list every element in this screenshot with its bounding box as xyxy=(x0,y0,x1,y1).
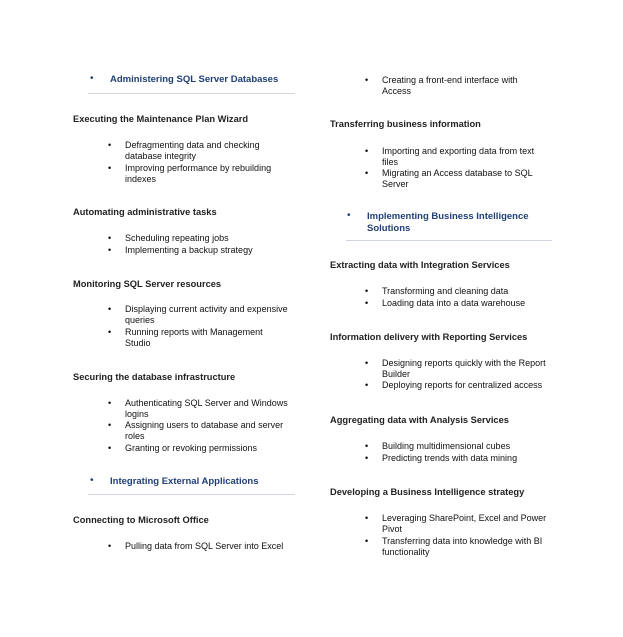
list-item: Authenticating SQL Server and Windows logins xyxy=(125,398,288,419)
list-item: Implementing a backup strategy xyxy=(125,245,253,255)
section-bullet: • xyxy=(90,73,94,84)
list-item: Running reports with Management Studio xyxy=(125,327,263,348)
heading-integration-services: Extracting data with Integration Services xyxy=(330,260,510,270)
list-item: Scheduling repeating jobs xyxy=(125,233,229,243)
bullet: • xyxy=(365,536,369,546)
bullet: • xyxy=(108,233,112,243)
list-item: Transforming and cleaning data xyxy=(382,286,509,296)
heading-monitoring-resources: Monitoring SQL Server resources xyxy=(73,279,222,289)
list-item: Designing reports quickly with the Report Builder xyxy=(382,358,546,379)
bullet: • xyxy=(365,358,369,368)
heading-analysis-services: Aggregating data with Analysis Services xyxy=(330,415,509,425)
section-bullet: • xyxy=(347,210,351,221)
bullet: • xyxy=(365,168,369,178)
list-item: Loading data into a data warehouse xyxy=(382,298,526,308)
bullet: • xyxy=(365,453,369,463)
bullet: • xyxy=(108,304,112,314)
section-divider xyxy=(88,93,295,94)
heading-bi-strategy: Developing a Business Intelligence strategy xyxy=(330,487,525,497)
heading-transferring-info: Transferring business information xyxy=(330,119,481,129)
heading-connecting-office: Connecting to Microsoft Office xyxy=(73,515,209,525)
list-item: Building multidimensional cubes xyxy=(382,441,511,451)
bullet: • xyxy=(365,286,369,296)
bullet: • xyxy=(108,163,112,173)
bullet: • xyxy=(108,398,112,408)
section-title-administering: Administering SQL Server Databases xyxy=(110,74,279,85)
bullet: • xyxy=(365,298,369,308)
section-divider xyxy=(88,494,295,495)
section-divider xyxy=(346,240,552,241)
list-item: Migrating an Access database to SQL Server xyxy=(382,168,533,189)
list-item: Improving performance by rebuilding indexes xyxy=(125,163,272,184)
bullet: • xyxy=(108,140,112,150)
list-item: Granting or revoking permissions xyxy=(125,443,258,453)
bullet: • xyxy=(108,443,112,453)
list-item: Importing and exporting data from text files xyxy=(382,146,535,167)
heading-securing-infrastructure: Securing the database infrastructure xyxy=(73,372,236,382)
list-item: Deploying reports for centralized access xyxy=(382,380,543,390)
list-item: Creating a front-end interface with Access xyxy=(382,75,518,96)
list-item: Pulling data from SQL Server into Excel xyxy=(125,541,284,551)
bullet: • xyxy=(108,541,112,551)
list-item: Leveraging SharePoint, Excel and Power Pivot xyxy=(382,513,547,534)
bullet: • xyxy=(108,327,112,337)
heading-reporting-services: Information delivery with Reporting Services xyxy=(330,332,528,342)
bullet: • xyxy=(365,380,369,390)
section-title-integrating: Integrating External Applications xyxy=(110,476,259,487)
section-title-business-intelligence: Implementing Business Intelligence Solutions xyxy=(367,211,529,234)
bullet: • xyxy=(365,513,369,523)
bullet: • xyxy=(365,146,369,156)
list-item: Defragmenting data and checking database integrity xyxy=(125,140,260,161)
list-item: Predicting trends with data mining xyxy=(382,453,518,463)
bullet: • xyxy=(365,75,369,85)
section-bullet: • xyxy=(90,475,94,486)
list-item: Assigning users to database and server roles xyxy=(125,420,284,441)
heading-maintenance-plan: Executing the Maintenance Plan Wizard xyxy=(73,114,249,124)
bullet: • xyxy=(108,245,112,255)
bullet: • xyxy=(108,420,112,430)
list-item: Displaying current activity and expensive queries xyxy=(125,304,288,325)
bullet: • xyxy=(365,441,369,451)
heading-automating-tasks: Automating administrative tasks xyxy=(73,207,217,217)
list-item: Transferring data into knowledge with BI functionality xyxy=(382,536,543,557)
